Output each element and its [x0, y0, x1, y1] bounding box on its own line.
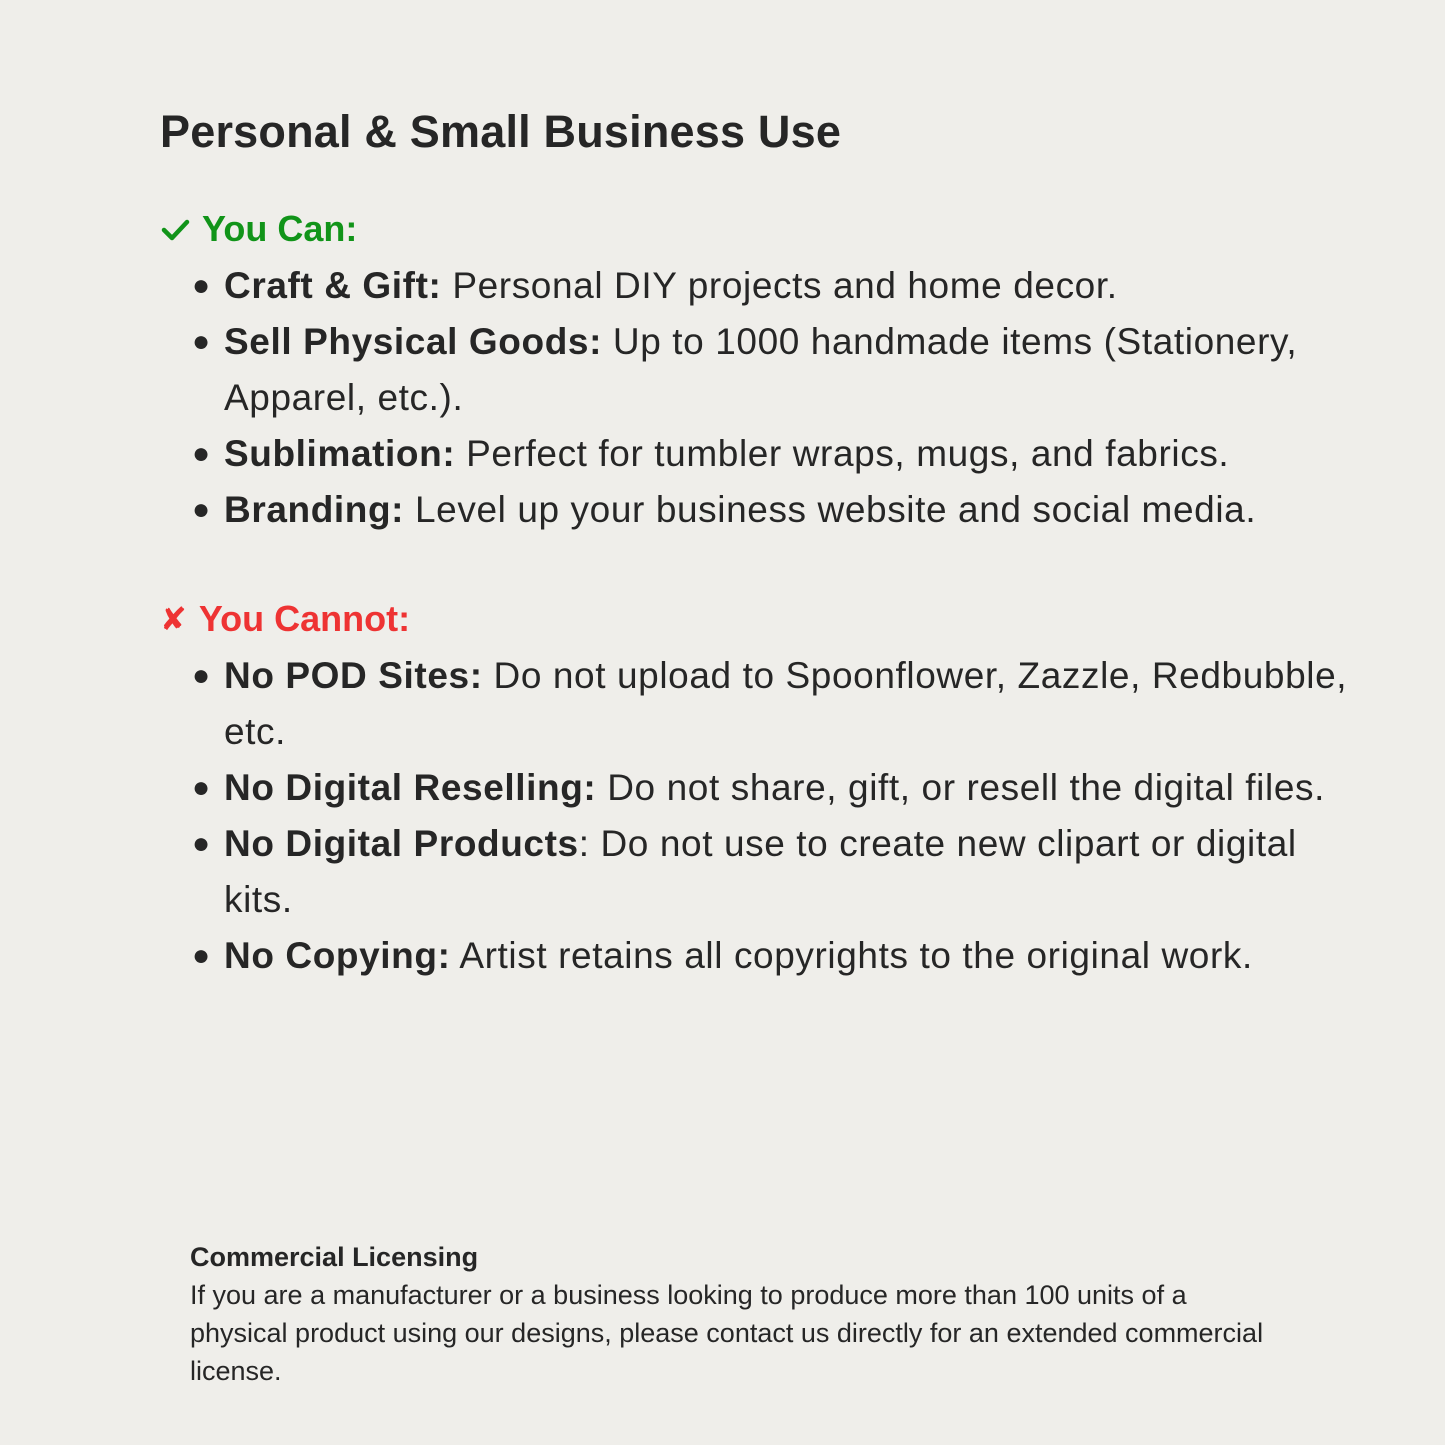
item-label: No Digital Products: [224, 823, 579, 864]
item-label: Branding:: [224, 489, 405, 530]
check-icon: [160, 214, 190, 244]
you-cannot-heading: [160, 596, 1360, 642]
item-label: No Digital Reselling:: [224, 767, 597, 808]
bullet-icon: ●: [192, 939, 211, 972]
item-label: Sublimation:: [224, 433, 456, 474]
item-text: : Do not use to create new clipart or digital kits.: [224, 823, 1297, 920]
list-item: [192, 760, 1360, 816]
item-label: Sell Physical Goods:: [224, 321, 603, 362]
item-text: Level up your business website and social media.: [404, 489, 1257, 530]
item-text: Perfect for tumbler wraps, mugs, and fabrics.: [455, 433, 1230, 474]
list-item: [192, 928, 1360, 984]
list-item: [192, 648, 1360, 760]
list-item: [192, 816, 1360, 928]
bullet-icon: ●: [192, 269, 211, 302]
item-label: Craft & Gift:: [224, 265, 442, 306]
list-item: [192, 314, 1360, 426]
bullet-icon: ●: [192, 437, 211, 470]
you-cannot-list: [160, 648, 1360, 984]
you-can-heading: [160, 206, 1360, 252]
item-text: Personal DIY projects and home decor.: [441, 265, 1118, 306]
item-text: Do not share, gift, or resell the digital files.: [596, 767, 1325, 808]
bullet-icon: ●: [192, 659, 211, 692]
you-can-list: [160, 258, 1360, 538]
you-cannot-label: You Cannot:: [198, 598, 411, 639]
page-title: Personal & Small Business Use: [160, 106, 842, 157]
item-text: Do not upload to Spoonflower, Zazzle, Redbubble, etc.: [224, 655, 1348, 752]
item-label: No Copying:: [224, 935, 451, 976]
bullet-icon: ●: [192, 827, 211, 860]
bullet-icon: ●: [192, 493, 211, 526]
bullet-icon: ●: [192, 771, 211, 804]
note-title: Commercial Licensing: [190, 1242, 479, 1272]
commercial-licensing-note: [190, 1238, 1310, 1390]
list-item: [192, 426, 1360, 482]
item-label: No POD Sites:: [224, 655, 483, 696]
item-text: Artist retains all copyrights to the original work.: [450, 935, 1253, 976]
note-body: If you are a manufacturer or a business looking to produce more than 100 units of a physical product using our designs, please contact us directly for an extended commercial license.: [190, 1280, 1264, 1386]
bullet-icon: ●: [192, 325, 211, 358]
item-text: Up to 1000 handmade items (Stationery, Apparel, etc.).: [224, 321, 1298, 418]
list-item: [192, 482, 1360, 538]
you-can-label: You Can:: [202, 208, 358, 249]
license-page: [160, 104, 1360, 984]
list-item: [192, 258, 1360, 314]
cross-icon: ✘: [160, 601, 187, 637]
